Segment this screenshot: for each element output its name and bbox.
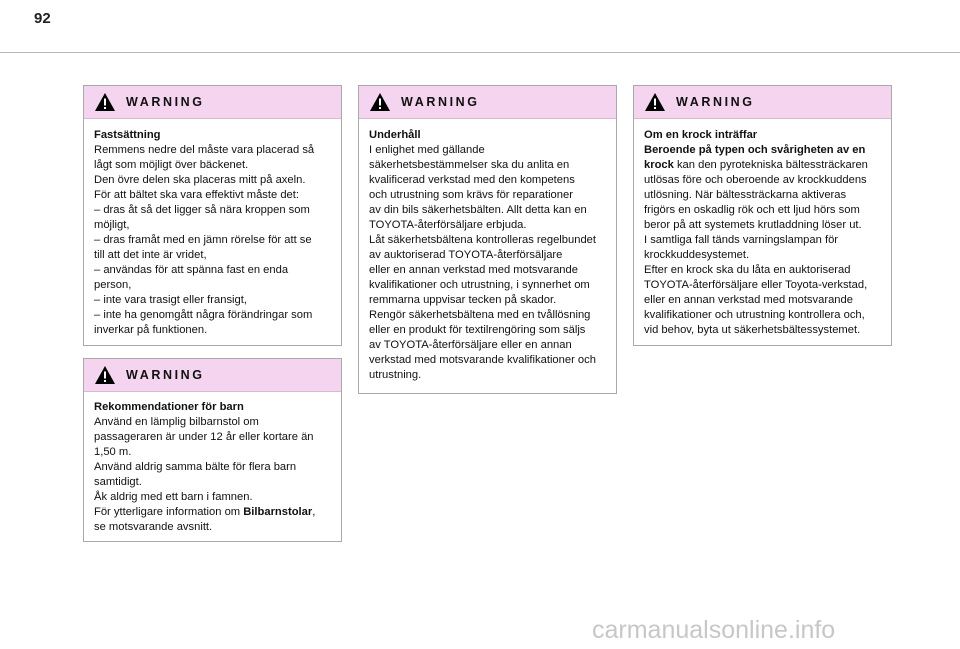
- text-line: utlösning. När bältessträckarna aktiveras: [644, 189, 847, 201]
- text-line: TOYOTA-återförsäljare eller Toyota-verkstad,: [644, 279, 868, 291]
- warning-body: [359, 119, 616, 391]
- text-line: Efter en krock ska du låta en auktoriserad: [644, 264, 851, 276]
- text-line: lågt som möjligt över bäckenet.: [94, 159, 249, 171]
- text-line: Rengör säkerhetsbältena med en tvållösning: [369, 309, 591, 321]
- text-line: frigörs en oskadlig rök och ett ljud hörs som: [644, 204, 860, 216]
- text-line: passageraren är under 12 år eller kortare än: [94, 431, 314, 443]
- page-number: 92: [34, 10, 51, 27]
- warning-triangle-icon: [94, 365, 116, 385]
- text-line: Låt säkerhetsbältena kontrolleras regelbundet: [369, 234, 597, 246]
- ref-suffix: ,: [312, 506, 316, 518]
- warning-body: [84, 119, 341, 346]
- text-line: 1,50 m.: [94, 446, 132, 458]
- text-line: Använd en lämplig bilbarnstol om: [94, 416, 259, 428]
- warning-subtitle: Underhåll: [369, 129, 421, 141]
- warning-header: [359, 86, 616, 119]
- text-line: krockkuddesystemet.: [644, 249, 750, 261]
- text-line: person,: [94, 279, 132, 291]
- warning-header: [84, 359, 341, 392]
- after-bold: kan den pyrotekniska bältessträckaren: [673, 159, 868, 171]
- text-line: vid behov, byta ut säkerhetsbältessystemet.: [644, 324, 861, 336]
- text-line: verkstad med motsvarande kvalifikationer och: [369, 354, 596, 366]
- text-line: av TOYOTA-återförsäljare eller en annan: [369, 339, 572, 351]
- text-line: se motsvarande avsnitt.: [94, 521, 213, 533]
- text-line: av auktoriserad TOYOTA-återförsäljare: [369, 249, 563, 261]
- text-line: [94, 505, 333, 520]
- watermark[interactable]: carmanualsonline.info: [592, 616, 836, 644]
- text-line: I samtliga fall tänds varningslampan för: [644, 234, 839, 246]
- text-line: eller en annan verkstad med motsvarande: [644, 294, 853, 306]
- text-line: möjligt,: [94, 219, 130, 231]
- warning-triangle-icon: [644, 92, 666, 112]
- text-line: säkerhetsbestämmelser ska du anlita en: [369, 159, 570, 171]
- text-line: inverkar på funktionen.: [94, 324, 208, 336]
- warning-title: WARNING: [126, 95, 205, 109]
- warning-subtitle: Rekommendationer för barn: [94, 401, 244, 413]
- warning-body: [84, 392, 341, 543]
- warning-box-fastening: [83, 85, 342, 346]
- text-line: Använd aldrig samma bälte för flera barn: [94, 461, 297, 473]
- text-line: Remmens nedre del måste vara placerad så: [94, 144, 315, 156]
- warning-box-collision: [633, 85, 892, 346]
- warning-header: [634, 86, 891, 119]
- text-line: Den övre delen ska placeras mitt på axeln.: [94, 174, 306, 186]
- warning-title: WARNING: [676, 95, 755, 109]
- warning-title: WARNING: [401, 95, 480, 109]
- ref-prefix: För ytterligare information om: [94, 506, 244, 518]
- text-line: Åk aldrig med ett barn i famnen.: [94, 491, 253, 503]
- warning-box-maintenance: [358, 85, 617, 394]
- text-line: remmarna uppvisar tecken på skador.: [369, 294, 557, 306]
- text-line: TOYOTA-återförsäljare erbjuda.: [369, 219, 527, 231]
- text-line: eller en produkt för textilrengöring som säljs: [369, 324, 586, 336]
- text-line: kvalifikationer och utrustning kontrollera och,: [644, 309, 865, 321]
- text-line: – användas för att spänna fast en enda: [94, 264, 289, 276]
- warning-box-children: [83, 358, 342, 542]
- text-line: till att det inte är vridet,: [94, 249, 207, 261]
- text-line: I enlighet med gällande: [369, 144, 485, 156]
- warning-triangle-icon: [94, 92, 116, 112]
- warning-title: WARNING: [126, 368, 205, 382]
- warning-body: [634, 119, 891, 346]
- text-line: – dras framåt med en jämn rörelse för att se: [94, 234, 312, 246]
- text-line: och utrustning som krävs för reparationer: [369, 189, 573, 201]
- header-divider: [0, 52, 960, 53]
- text-line: – dras åt så det ligger så nära kroppen som: [94, 204, 310, 216]
- text-line: För att bältet ska vara effektivt måste det:: [94, 189, 299, 201]
- text-line: utrustning.: [369, 369, 422, 381]
- warning-triangle-icon: [369, 92, 391, 112]
- text-line: – inte vara trasigt eller fransigt,: [94, 294, 247, 306]
- bold-line: Beroende på typen och svårigheten av en: [644, 144, 866, 156]
- bold-word: krock: [644, 159, 674, 171]
- text-line: utlösas före och oberoende av krockkuddens: [644, 174, 867, 186]
- text-line: kvalificerad verkstad med den kompetens: [369, 174, 575, 186]
- ref-bilbarnstolar: Bilbarnstolar: [243, 506, 313, 518]
- warning-subtitle: Fastsättning: [94, 129, 161, 141]
- text-line: [644, 158, 883, 173]
- warning-subtitle: Om en krock inträffar: [644, 129, 758, 141]
- warning-header: [84, 86, 341, 119]
- text-line: kvalifikationer och utrustning, i synnerhet om: [369, 279, 590, 291]
- text-line: eller en annan verkstad med motsvarande: [369, 264, 578, 276]
- text-line: beror på att systemets krutladdning löser ut.: [644, 219, 862, 231]
- text-line: av din bils säkerhetsbälten. Allt detta kan en: [369, 204, 587, 216]
- text-line: – inte ha genomgått några förändringar som: [94, 309, 313, 321]
- text-line: samtidigt.: [94, 476, 142, 488]
